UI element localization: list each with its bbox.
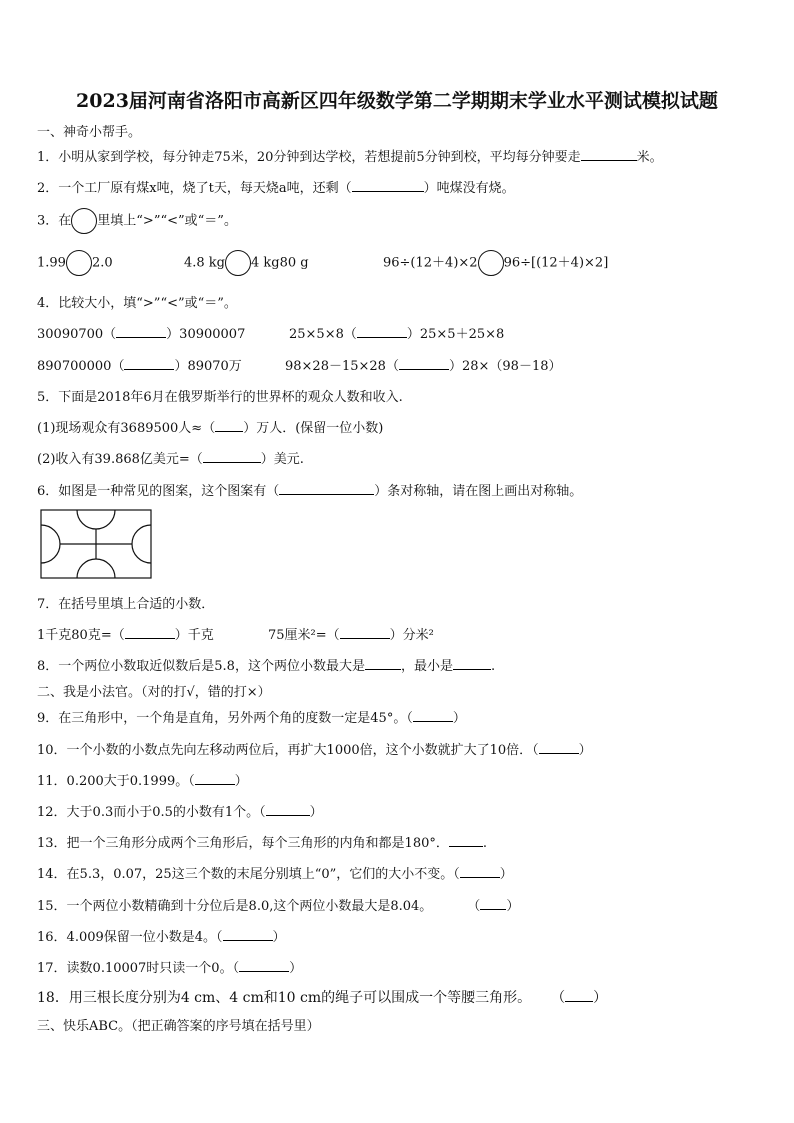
- question-9-post: ）: [452, 711, 466, 726]
- question-17: [37, 957, 302, 976]
- answer-blank[interactable]: [539, 741, 579, 754]
- answer-blank[interactable]: [565, 989, 593, 1002]
- question-3-item-b: [184, 250, 309, 276]
- question-5-part-1: [37, 417, 383, 436]
- bottom-arc: [77, 559, 115, 578]
- question-8-mid: ，最小是: [400, 659, 453, 674]
- question-16-pre: 16．4.009保留一位小数是4。（: [37, 930, 223, 945]
- answer-blank[interactable]: [340, 626, 390, 639]
- answer-blank[interactable]: [116, 325, 166, 338]
- question-16-post: ）: [272, 930, 286, 945]
- question-1-text: 1．小明从家到学校，每分钟走75米，20分钟到达学校，若想提前5分钟到校，平均每分钟要走: [37, 150, 581, 165]
- question-17-post: ）: [289, 961, 303, 976]
- question-15-pre: 15．一个两位小数精确到十分位后是8.0,这个两位小数最大是8.04。: [37, 899, 433, 914]
- item-right: ）30900007: [166, 327, 246, 342]
- answer-blank[interactable]: [195, 772, 235, 785]
- item-left: 25×5×8（: [289, 327, 357, 342]
- question-11: [37, 770, 248, 789]
- question-2-text: 2．一个工厂原有煤x吨，烧了t天，每天烧a吨，还剩（: [37, 181, 352, 196]
- question-14-post: ）: [499, 867, 513, 882]
- question-1-tail: 米。: [636, 150, 663, 165]
- section-1-heading: 一、神奇小帮手。: [37, 125, 142, 140]
- answer-blank[interactable]: [399, 357, 449, 370]
- item-right: ）89070万: [174, 359, 242, 374]
- item-left: 98×28－15×28（: [285, 359, 399, 374]
- circle-blank[interactable]: [478, 250, 504, 276]
- question-4-item-2: [289, 323, 504, 342]
- answer-blank[interactable]: [453, 657, 491, 670]
- answer-blank[interactable]: [124, 357, 174, 370]
- question-12-pre: 12．大于0.3而小于0.5的小数有1个。（: [37, 805, 266, 820]
- question-3: [37, 208, 237, 234]
- answer-blank[interactable]: [460, 865, 500, 878]
- section-3-heading: 三、快乐ABC。（把正确答案的序号填在括号里）: [37, 1019, 320, 1034]
- question-3-pre: 3．在: [37, 213, 72, 229]
- question-15-post: ）: [506, 899, 520, 914]
- answer-blank[interactable]: [266, 803, 310, 816]
- question-4-item-1: [37, 323, 245, 342]
- question-9-pre: 9．在三角形中，一个角是直角，另外两个角的度数一定是45°。（: [37, 711, 413, 726]
- right-arc: [132, 525, 151, 563]
- circle-blank[interactable]: [225, 250, 251, 276]
- question-15-open: （: [467, 899, 481, 914]
- question-5-part-2: [37, 448, 304, 467]
- question-6-pre: 6．如图是一种常见的图案，这个图案有（: [37, 484, 280, 499]
- circle-blank[interactable]: [66, 250, 92, 276]
- question-13-pre: 13．把一个三角形分成两个三角形后，每个三角形的内角和都是180°．: [37, 836, 449, 851]
- answer-blank[interactable]: [449, 834, 483, 847]
- question-11-pre: 11．0.200大于0.1999。（: [37, 774, 195, 789]
- question-2-tail: ）吨煤没有烧。: [423, 181, 515, 196]
- page-title: 2023届河南省洛阳市高新区四年级数学第二学期期末学业水平测试模拟试题: [76, 90, 718, 112]
- answer-blank[interactable]: [365, 657, 401, 670]
- question-6: [37, 480, 582, 499]
- question-16: [37, 926, 286, 945]
- question-3-item-a: [37, 250, 113, 276]
- item-right: ）25×5＋25×8: [406, 327, 505, 342]
- question-7: 7．在括号里填上合适的小数．: [37, 597, 215, 612]
- left-arc: [41, 525, 60, 563]
- question-3-item-c: [383, 250, 608, 276]
- question-7-item-b: [268, 624, 434, 643]
- question-8-pre: 8．一个两位小数取近似数后是5.8，这个两位小数最大是: [37, 659, 365, 674]
- question-13: [37, 832, 487, 851]
- question-17-pre: 17．读数0.10007时只读一个0。（: [37, 961, 240, 976]
- question-4-item-3: [37, 355, 242, 374]
- answer-blank[interactable]: [125, 626, 175, 639]
- item-a-pre: 1千克80克=（: [37, 628, 125, 643]
- question-18-open: （: [551, 990, 566, 1006]
- part-2-post: ）美元.: [260, 452, 304, 467]
- question-6-post: ）条对称轴，请在图上画出对称轴。: [374, 484, 583, 499]
- answer-blank[interactable]: [223, 928, 273, 941]
- question-2: [37, 177, 515, 196]
- answer-blank[interactable]: [357, 325, 407, 338]
- item-b-left: 4.8 kg: [184, 255, 226, 271]
- question-12: [37, 801, 323, 820]
- question-9: [37, 707, 466, 726]
- question-5: 5．下面是2018年6月在俄罗斯举行的世界杯的观众人数和收入.: [37, 390, 403, 405]
- answer-blank[interactable]: [413, 709, 453, 722]
- item-a-left: 1.99: [37, 255, 66, 271]
- question-4-item-4: [285, 355, 562, 374]
- question-3-post: 里填上“>”“<”或“＝”。: [97, 213, 237, 229]
- question-18-post: ）: [593, 990, 608, 1006]
- item-a-post: ）千克: [174, 628, 214, 643]
- item-a-right: 2.0: [91, 255, 113, 271]
- item-b-pre: 75厘米²=（: [268, 628, 340, 643]
- question-12-post: ）: [309, 805, 323, 820]
- answer-blank[interactable]: [203, 450, 261, 463]
- question-13-post: .: [482, 836, 487, 851]
- question-11-post: ）: [234, 774, 248, 789]
- answer-blank[interactable]: [239, 959, 289, 972]
- section-2-heading: 二、我是小法官。（对的打√，错的打×）: [37, 685, 271, 700]
- question-7-item-a: [37, 624, 214, 643]
- part-1-pre: (1)现场观众有3689500人≈（: [37, 421, 216, 436]
- question-10: [37, 739, 592, 758]
- item-b-post: ）分米²: [389, 628, 434, 643]
- answer-blank[interactable]: [480, 897, 506, 910]
- answer-blank[interactable]: [215, 419, 243, 432]
- question-10-post: ）: [578, 743, 592, 758]
- answer-blank[interactable]: [352, 179, 424, 192]
- question-4: 4．比较大小，填“>”“<”或“＝”。: [37, 296, 237, 311]
- item-left: 30090700（: [37, 327, 117, 342]
- question-18-pre: 18．用三根长度分别为4 cm、4 cm和10 cm的绳子可以围成一个等腰三角形。: [37, 990, 532, 1006]
- item-left: 890700000（: [37, 359, 125, 374]
- item-b-right: 4 kg80 g: [251, 255, 309, 271]
- question-18: [37, 987, 607, 1007]
- item-right: ）28×（98－18）: [448, 359, 562, 374]
- question-14: [37, 863, 513, 882]
- question-15: [37, 895, 519, 914]
- answer-blank[interactable]: [279, 482, 374, 495]
- answer-blank[interactable]: [581, 148, 637, 161]
- part-1-post: ）万人．(保留一位小数): [243, 421, 384, 436]
- question-1: [37, 146, 663, 165]
- question-8: [37, 655, 495, 674]
- item-c-right: 96÷[(12＋4)×2]: [503, 255, 609, 271]
- item-c-left: 96÷(12＋4)×2: [383, 255, 478, 271]
- question-8-post: .: [490, 659, 496, 674]
- question-14-pre: 14．在5.3，0.07，25这三个数的末尾分别填上“0”，它们的大小不变。（: [37, 867, 460, 882]
- question-10-pre: 10．一个小数的小数点先向左移动两位后，再扩大1000倍，这个小数就扩大了10倍．（: [37, 743, 539, 758]
- part-2-pre: (2)收入有39.868亿美元=（: [37, 452, 203, 467]
- circle-blank[interactable]: [71, 208, 97, 234]
- top-arc: [77, 510, 115, 529]
- symmetry-pattern-figure[interactable]: [40, 509, 152, 579]
